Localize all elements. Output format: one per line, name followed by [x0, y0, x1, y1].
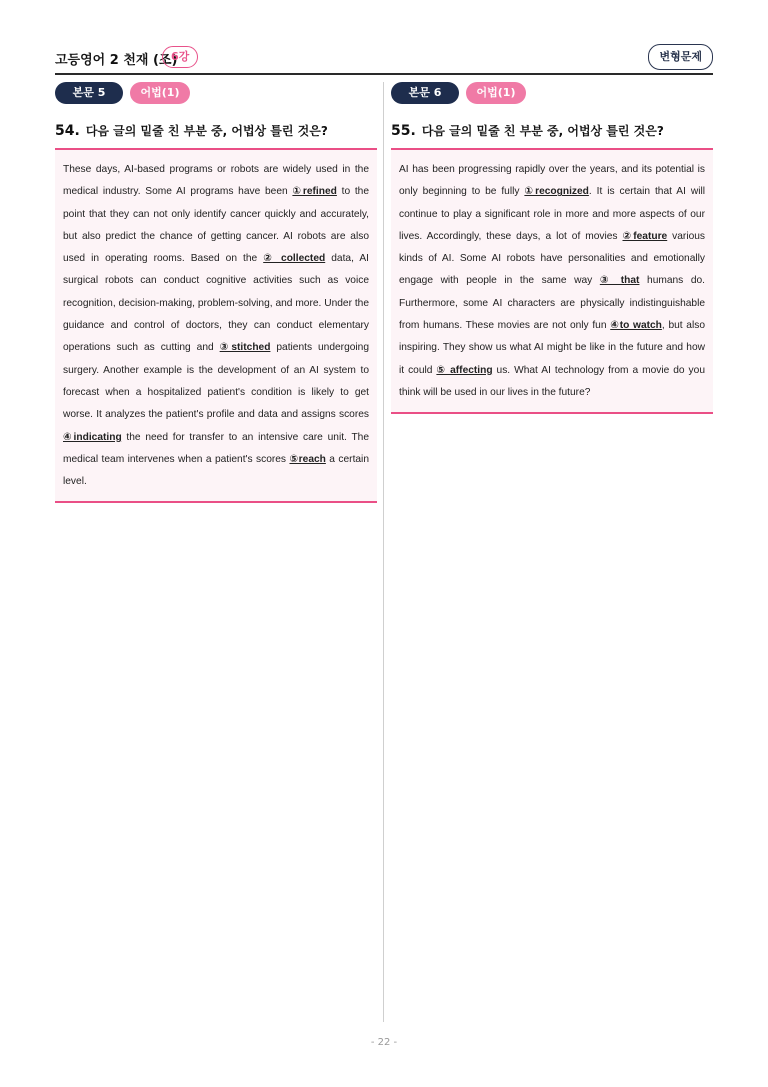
- right-question: [391, 122, 713, 142]
- passage-text: data, AI surgical robots can conduct cognitive activities such as voice recognition, decision-making, problem-solving, and more. Under the guidance and control of doctors, they can conduct elementary operations such as cutting and: [63, 253, 369, 354]
- underlined-choice-5: ⑤reach: [289, 453, 326, 465]
- underlined-choice-2: ② collected: [263, 253, 326, 265]
- left-label-row: [55, 82, 377, 104]
- underlined-choice-5: ⑤ affecting: [436, 364, 493, 376]
- right-column: [391, 82, 713, 414]
- passage-text: patients undergoing surgery. Another example is the development of an AI system to forecast when a hospitalized patient's condition is likely to get worse. It analyzes the patient's profile and data and assigns scores: [63, 342, 369, 421]
- underlined-choice-3: ③stitched: [219, 342, 271, 354]
- right-label-row: [391, 82, 713, 104]
- passage-text: AI has been progressing rapidly over the years, and its potential is only beginning to be fully: [399, 164, 705, 198]
- passage-text: to the point that they can not only identify cancer quickly and accurately, but also predict the chance of getting cancer. AI robots are also used in operating rooms. Based on the: [63, 186, 370, 265]
- left-question-number: 54.: [55, 123, 80, 139]
- underlined-choice-1: ①refined: [292, 186, 337, 198]
- underlined-choice-1: ①recognized: [524, 186, 589, 198]
- right-passage: [391, 148, 713, 414]
- page-header: [55, 44, 713, 72]
- book-title: 고등영어 2 천재 (조): [55, 53, 178, 68]
- header-rule: [55, 73, 713, 75]
- left-type-label: 어법(1): [130, 82, 190, 104]
- passage-text: us. What AI technology from a movie do you think will be used in our lives in the future?: [399, 364, 705, 398]
- underlined-choice-2: ②feature: [622, 230, 668, 242]
- column-divider: [383, 82, 384, 1022]
- passage-text: . It is certain that AI will continue to play a significant role in more and more aspects of our lives. Accordingly, these days, a lot of movies: [399, 186, 705, 242]
- left-question: [55, 122, 377, 142]
- underlined-choice-4: ④to watch: [610, 320, 662, 332]
- passage-text: the need for transfer to an intensive care unit. The medical team intervenes when a patient's scores: [63, 431, 369, 465]
- right-section-label: 본문 6: [391, 82, 459, 104]
- left-column: [55, 82, 377, 503]
- left-passage: [55, 148, 377, 503]
- passage-text: a certain level.: [63, 453, 369, 488]
- right-type-label: 어법(1): [466, 82, 526, 104]
- passage-text: various kinds of AI. Some AI robots have personalities and emotionally engage with people in the same way: [399, 230, 706, 287]
- passage-text: These days, AI-based programs or robots are widely used in the medical industry. Some AI programs have been: [63, 164, 369, 198]
- worksheet-type-tag: 변형문제: [648, 44, 713, 70]
- passage-text: , but also inspiring. They show us what AI might be like in the future and how it could: [399, 320, 705, 376]
- right-question-text: 다음 글의 밑줄 친 부분 중, 어법상 틀린 것은?: [421, 124, 664, 138]
- passage-text: humans do. Furthermore, some AI characters are physically indistinguishable from humans. These movies are not only fun: [399, 275, 705, 332]
- underlined-choice-4: ④indicating: [63, 431, 122, 443]
- underlined-choice-3: ③ that: [599, 275, 640, 287]
- left-question-text: 다음 글의 밑줄 친 부분 중, 어법상 틀린 것은?: [85, 124, 328, 138]
- right-question-number: 55.: [391, 123, 416, 139]
- lesson-badge: 6강: [162, 46, 198, 68]
- page-number: - 22 -: [370, 1037, 398, 1048]
- left-section-label: 본문 5: [55, 82, 123, 104]
